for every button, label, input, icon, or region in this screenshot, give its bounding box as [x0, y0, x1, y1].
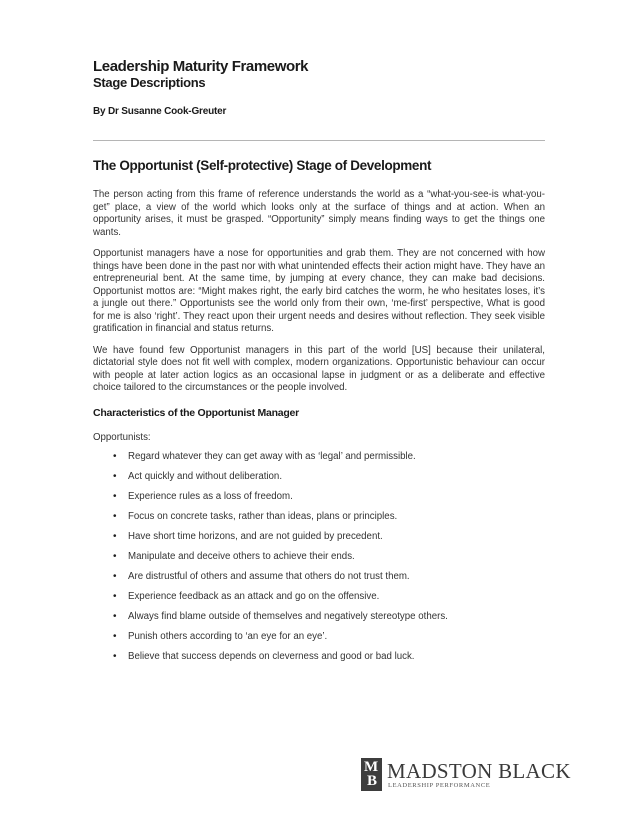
characteristics-heading: Characteristics of the Opportunist Manager [93, 406, 299, 419]
bullet-icon: • [113, 650, 117, 662]
list-item-text: Punish others according to ‘an eye for an eye’. [128, 630, 328, 642]
logo-monogram-b: B [367, 773, 378, 789]
section-divider [93, 140, 545, 141]
bullet-icon: • [113, 470, 117, 482]
bullet-icon: • [113, 590, 117, 602]
list-item-text: Experience rules as a loss of freedom. [128, 490, 293, 502]
bullet-icon: • [113, 510, 117, 522]
list-item-text: Manipulate and deceive others to achieve their ends. [128, 550, 355, 562]
list-item [93, 589, 545, 609]
characteristics-list [93, 449, 545, 669]
list-item [93, 569, 545, 589]
logo-monogram-m: M [364, 759, 379, 775]
list-item [93, 549, 545, 569]
bullet-icon: • [113, 610, 117, 622]
document-title: Leadership Maturity Framework [93, 58, 309, 75]
section-heading: The Opportunist (Self-protective) Stage of Development [93, 158, 432, 173]
logo-wordmark: MADSTON BLACK [387, 759, 571, 783]
list-item-text: Have short time horizons, and are not guided by precedent. [128, 530, 383, 542]
list-item [93, 489, 545, 509]
list-item [93, 529, 545, 549]
list-item-text: Always find blame outside of themselves and negatively stereotype others. [128, 610, 448, 622]
list-item-text: Are distrustful of others and assume that others do not trust them. [128, 570, 410, 582]
body-paragraph: We have found few Opportunist managers in this part of the world [US] because their unilateral, dictatorial style does not fit well with complex, modern organizations. Opportunistic behaviour can occur with people at later action logics as an occasional lapse in judgment or as a deliberate and effective choice tailored to the circumstances or the people involved. [93, 344, 545, 393]
bullet-icon: • [113, 630, 117, 642]
list-item [93, 649, 545, 669]
logo-tagline: LEADERSHIP PERFORMANCE [388, 782, 491, 789]
list-item-text: Focus on concrete tasks, rather than ideas, plans or principles. [128, 510, 398, 522]
document-author: By Dr Susanne Cook-Greuter [93, 106, 227, 117]
body-paragraph: The person acting from this frame of reference understands the world as a “what-you-see-is what-you-get” place, a view of the world which looks only at the surface of things and at action. When an opportunity arises, it must be grasped. “Opportunity” simply means finding ways to get the things one wants. [93, 189, 545, 238]
document-page [93, 58, 545, 669]
logo-monogram [361, 758, 382, 791]
list-item [93, 629, 545, 649]
document-subtitle: Stage Descriptions [93, 75, 206, 90]
bullet-icon: • [113, 530, 117, 542]
bullet-icon: • [113, 490, 117, 502]
list-item [93, 509, 545, 529]
list-item-text: Experience feedback as an attack and go on the offensive. [128, 590, 380, 602]
list-item [93, 609, 545, 629]
list-item-text: Act quickly and without deliberation. [128, 470, 283, 482]
list-item [93, 469, 545, 489]
list-item-text: Believe that success depends on cleverness and good or bad luck. [128, 650, 415, 662]
bullet-icon: • [113, 550, 117, 562]
body-paragraph: Opportunist managers have a nose for opportunities and grab them. They are not concerned with how things have been done in the past nor with what unintended effects their action might have. They have an entrepreneurial bent. At the same time, by jumping at every chance, they can make bad decisions. Opportunist mottos are: “Might makes right, the early bird catches the worm, he who hesitates loses, it’s a jungle out there.” Opportunists see the world only from their own, ‘me-first’ perspective, What is good for me is also ‘right’. They react upon their urgent needs and desires without reflection. They seek visible gratification in financial and status returns. [93, 248, 545, 334]
bullet-icon: • [113, 570, 117, 582]
list-item [93, 449, 545, 469]
bullet-icon: • [113, 450, 117, 462]
company-logo [361, 758, 571, 792]
list-item-text: Regard whatever they can get away with as ‘legal’ and permissible. [128, 450, 416, 462]
characteristics-intro: Opportunists: [93, 431, 151, 443]
